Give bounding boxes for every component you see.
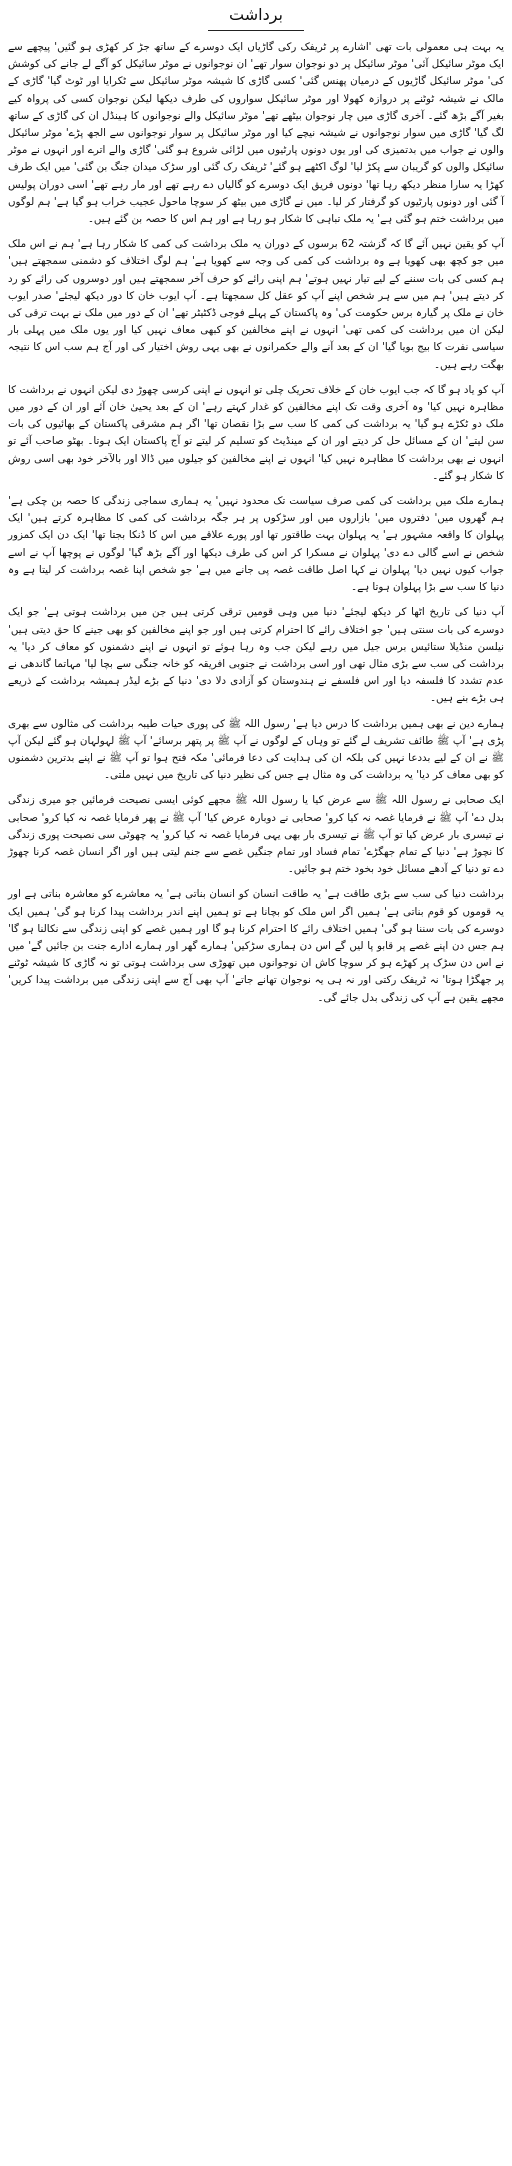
title-underline [208, 30, 304, 31]
body-paragraph: برداشت دنیا کی سب سے بڑی طاقت ہے' یہ طاقت انسان کو انسان بناتی ہے' یہ معاشرے کو معاشرہ بناتی ہے اور یہ قوموں کو قوم بناتی ہے' ہمیں اگر اس ملک کو بچانا ہے تو ہمیں اپنے اندر برداشت پیدا کرنا ہو گی' ہمیں ایک دوسرے کی بات سننا ہو گی' ہمیں اختلاف رائے کا احترام کرنا ہو گا اور ہمیں غصے کو اپنی زندگی سے نکالنا ہو گا' ہم جس دن اپنے غصے پر قابو پا لیں گے اس دن ہماری سڑکیں' ہمارے گھر اور ہمارے ادارے جنت بن جائیں گے' میں نے اس دن سڑک پر کھڑے ہو کر سوچا کاش ان نوجوانوں میں تھوڑی سی برداشت ہوتی تو نہ گاڑی کا شیشہ ٹوٹنے پر جھگڑا ہوتا' نہ ٹریفک رکتی اور نہ ہی یہ نوجوان تھانے جاتے' آپ بھی آج سے اپنی زندگی میں برداشت پیدا کریں' مجھے یقین ہے آپ کی زندگی بدل جائے گی۔ [8, 888, 504, 1004]
column-article [6, 0, 506, 1015]
column-body [6, 39, 506, 1007]
body-paragraph: ایک صحابی نے رسول اللہ ﷺ سے عرض کیا یا رسول اللہ ﷺ مجھے کوئی ایسی نصیحت فرمائیں جو میری زندگی بدل دے' آپ ﷺ نے فرمایا غصہ نہ کیا کرو' صحابی نے دوبارہ عرض کیا' آپ ﷺ نے پھر فرمایا غصہ نہ کیا کرو' صحابی نے تیسری بار عرض کیا تو آپ ﷺ نے تیسری بار بھی یہی فرمایا غصہ نہ کیا کرو' یہ چھوٹی سی نصیحت پوری زندگی کا نچوڑ ہے' دنیا کے تمام جھگڑے' تمام فساد اور تمام جنگیں غصے سے جنم لیتی ہیں اور اگر انسان غصہ کرنا چھوڑ دے تو دنیا کے آدھے مسائل خود بخود ختم ہو جائیں۔ [8, 794, 504, 876]
body-paragraph: آپ کو یاد ہو گا کہ جب ایوب خان کے خلاف تحریک چلی تو انہوں نے اپنی کرسی چھوڑ دی لیکن انہوں نے برداشت کا مظاہرہ نہیں کیا' وہ آخری وقت تک اپنے مخالفین کو غدار کہتے رہے' ان کے بعد یحییٰ خان آئے اور ان کے دور میں ملک دو ٹکڑے ہو گیا' یہ برداشت کی کمی کا سب سے بڑا نقصان تھا' اگر ہم مشرقی پاکستان کے بھائیوں کی بات سن لیتے' ان کے مسائل حل کر دیتے اور ان کے مینڈیٹ کو تسلیم کر لیتے تو آج پاکستان ایک ہوتا۔ بھٹو صاحب آئے تو انہوں نے بھی برداشت کا مظاہرہ نہیں کیا' انہوں نے اپنے مخالفین کو جیلوں میں ڈالا اور بالآخر خود بھی اسی روش کا شکار ہو گئے۔ [8, 383, 504, 482]
body-paragraph: یہ بہت ہی معمولی بات تھی 'اشارے پر ٹریفک رکی گاڑیاں ایک دوسرے کے ساتھ جڑ کر کھڑی ہو گئیں' پیچھے سے ایک موٹر سائیکل آئی' موٹر سائیکل پر دو نوجوان سوار تھے' ان نوجوانوں نے موٹر سائیکل کو آگے لے جانے کی کوشش کی' موٹر سائیکل گاڑیوں کے درمیان پھنس گئی' کسی گاڑی کا شیشہ موٹر سائیکل سے ٹکرایا اور ٹوٹ گیا' گاڑی کے مالک نے شیشہ ٹوٹنے پر دروازہ کھولا اور موٹر سائیکل سواروں کی طرف دیکھا لیکن نوجوان کسی کی پرواہ کیے بغیر آگے بڑھ گئے۔ آخری گاڑی میں چار نوجوان بیٹھے تھے' موٹر سائیکل والے نوجوانوں کا ہینڈل ان کی گاڑی کے ساتھ لگ گیا' گاڑی میں سوار نوجوانوں نے شیشہ نیچے کیا اور موٹر سائیکل پر سوار نوجوانوں سے الجھ پڑے' موٹر سائیکل والوں نے جواب میں بدتمیزی کی اور یوں دونوں پارٹیوں میں لڑائی شروع ہو گئی' گاڑی والے اترے اور انہوں نے موٹر سائیکل والوں کو گریبان سے پکڑ لیا' لوگ اکٹھے ہو گئے' ٹریفک رک گئی اور سڑک میدان جنگ بن گئی' میں ایک طرف کھڑا یہ سارا منظر دیکھ رہا تھا' دونوں فریق ایک دوسرے کو گالیاں دے رہے تھے اور مار رہے تھے' اسی دوران پولیس آ گئی اور دونوں پارٹیوں کو گرفتار کر لیا۔ میں نے گاڑی میں بیٹھ کر سوچا ماحول عجیب خراب ہو گیا ہے' ہم لوگوں میں برداشت ختم ہو گئی ہے' یہ ملک تباہی کا شکار ہو رہا ہے اور ہم اس کا حصہ بن گئے ہیں۔ [8, 41, 504, 226]
column-title: برداشت [229, 5, 283, 24]
body-paragraph: آپ کو یقین نہیں آئے گا کہ گزشتہ 62 برسوں کے دوران یہ ملک برداشت کی کمی کا شکار رہا ہے' ہم نے اس ملک میں جو کچھ بھی کھویا ہے وہ برداشت کی کمی کی وجہ سے کھویا ہے' ہم لوگ اختلاف کو دشمنی سمجھتے ہیں' ہم کسی کی بات سننے کے لیے تیار نہیں ہوتے' ہم اپنی رائے کو حرف آخر سمجھتے ہیں اور دوسروں کی رائے کو رد کر دیتے ہیں' ہم میں سے ہر شخص اپنے آپ کو عقل کل سمجھتا ہے۔ آپ ایوب خان کا دور دیکھ لیجئے' صدر ایوب خان نے ملک پر گیارہ برس حکومت کی' وہ پاکستان کے پہلے فوجی ڈکٹیٹر تھے' ان کے دور میں ملک نے بہت ترقی کی لیکن ان میں برداشت کی کمی تھی' انہوں نے اپنے مخالفین کو کبھی معاف نہیں کیا اور یوں ملک میں پہلی بار سیاسی نفرت کا بیج بویا گیا' ان کے بعد آنے والے حکمرانوں نے بھی یہی روش اختیار کی اور آج ہم سب اس کا نتیجہ بھگت رہے ہیں۔ [8, 238, 504, 371]
body-paragraph: آپ دنیا کی تاریخ اٹھا کر دیکھ لیجئے' دنیا میں وہی قومیں ترقی کرتی ہیں جن میں برداشت ہوتی ہے' جو ایک دوسرے کی بات سنتی ہیں' جو اختلاف رائے کا احترام کرتی ہیں اور جو اپنے مخالفین کو بھی جینے کا حق دیتی ہیں' نیلسن منڈیلا ستائیس برس جیل میں رہے لیکن جب وہ رہا ہوئے تو انہوں نے اپنے دشمنوں کو معاف کر دیا' یہ برداشت کی سب سے بڑی مثال تھی اور اسی برداشت نے جنوبی افریقہ کو خانہ جنگی سے بچا لیا' مہاتما گاندھی نے عدم تشدد کا فلسفہ دیا اور اس فلسفے نے ہندوستان کو آزادی دلا دی' دنیا کے بڑے لیڈر ہمیشہ برداشت کے ذریعے ہی بڑے بنے ہیں۔ [8, 606, 504, 705]
body-paragraph: ہمارے دین نے بھی ہمیں برداشت کا درس دیا ہے' رسول اللہ ﷺ کی پوری حیات طیبہ برداشت کی مثالوں سے بھری پڑی ہے' آپ ﷺ طائف تشریف لے گئے تو وہاں کے لوگوں نے آپ ﷺ پر پتھر برسائے' آپ ﷺ لہولہان ہو گئے لیکن آپ ﷺ نے ان کے لیے بددعا نہیں کی بلکہ ان کی ہدایت کی دعا فرمائی' مکہ فتح ہوا تو آپ ﷺ نے اپنے بدترین دشمنوں کو بھی معاف کر دیا' یہ برداشت کی وہ مثال ہے جس کی نظیر دنیا کی تاریخ میں نہیں ملتی۔ [8, 717, 504, 782]
body-paragraph: ہمارے ملک میں برداشت کی کمی صرف سیاست تک محدود نہیں' یہ ہماری سماجی زندگی کا حصہ بن چکی ہے' ہم گھروں میں' دفتروں میں' بازاروں میں اور سڑکوں پر ہر جگہ برداشت کی کمی کا مظاہرہ کرتے ہیں' ایک پہلوان کا واقعہ مشہور ہے' یہ پہلوان بہت طاقتور تھا اور پورے علاقے میں اس کا ڈنکا بجتا تھا' ایک دن ایک کمزور شخص نے اسے گالی دے دی' پہلوان نے مسکرا کر اس کی طرف دیکھا اور آگے بڑھ گیا' لوگوں نے پوچھا آپ نے اسے جواب کیوں نہیں دیا' پہلوان نے کہا اصل طاقت غصہ پی جانے میں ہے' جو شخص اپنا غصہ برداشت کر لیتا ہے وہ دنیا کا سب سے بڑا پہلوان ہوتا ہے۔ [8, 495, 504, 594]
